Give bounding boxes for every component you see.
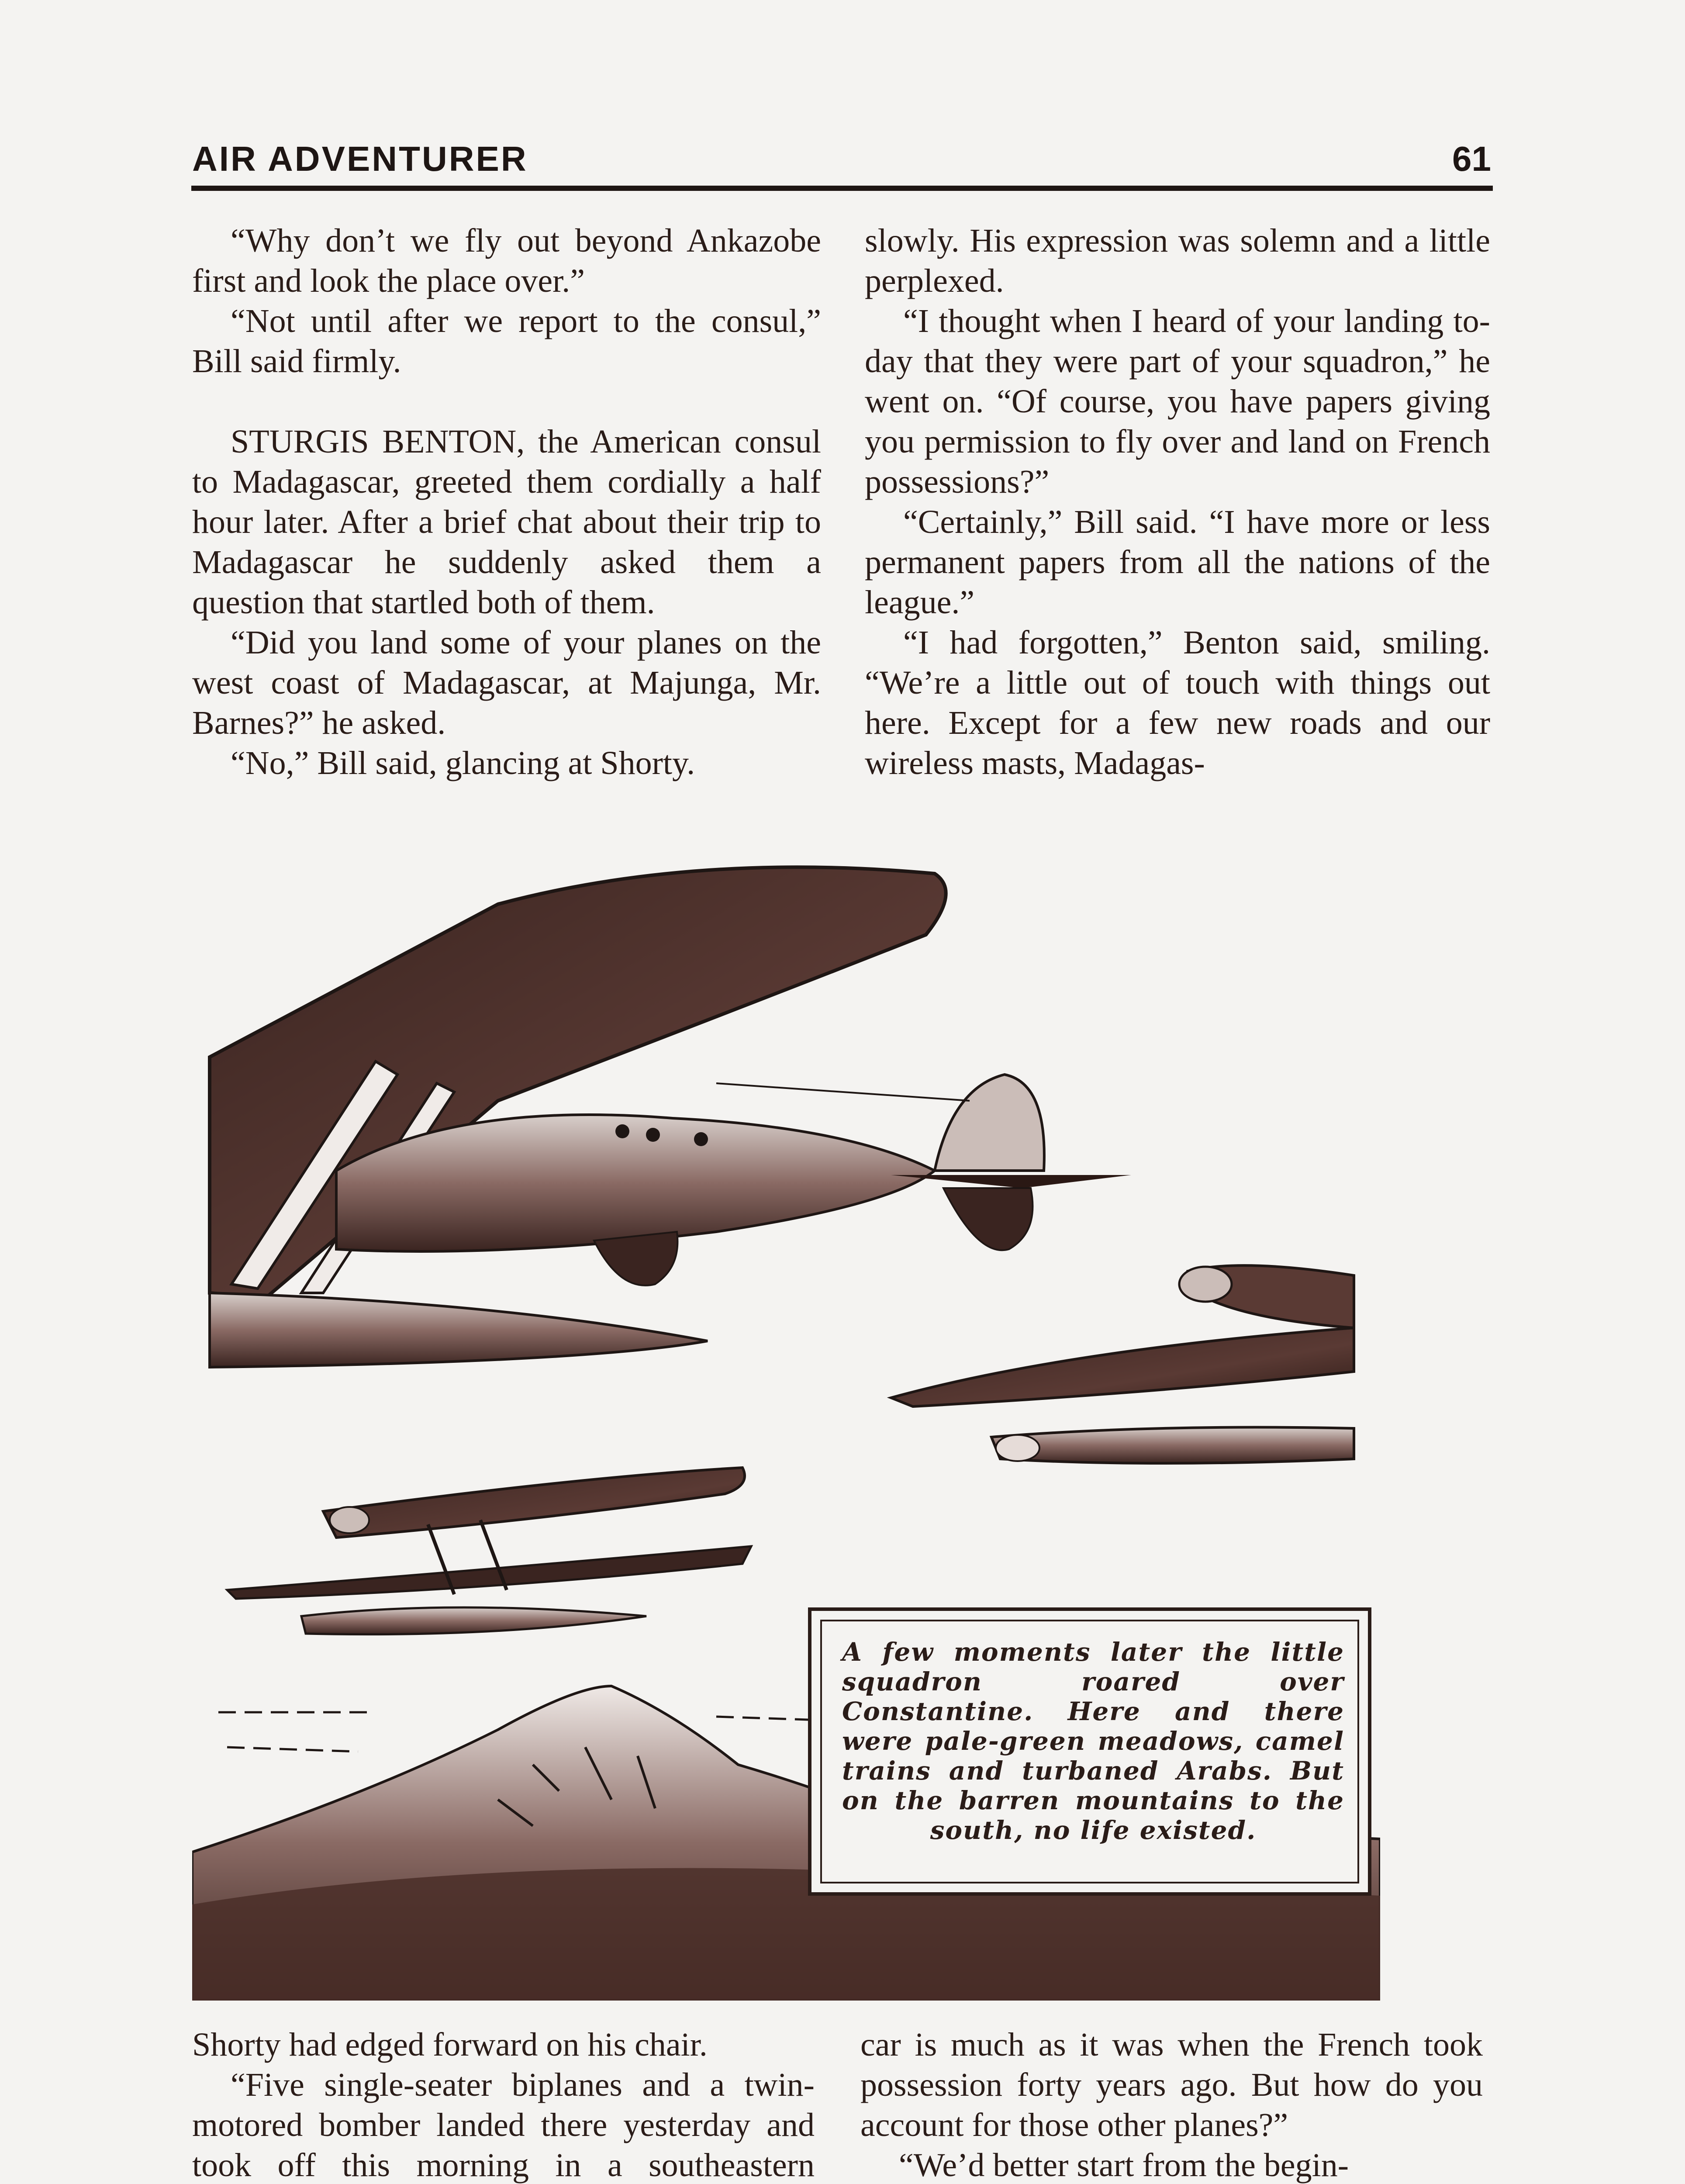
paragraph: car is much as it was when the French took possession forty years ago. But how do you account for those other planes?” xyxy=(860,2026,1483,2143)
paragraph: STURGIS BENTON, the American consul to Madagascar, greeted them cordially a half hour later. After a brief chat about their trip to Madagascar he suddenly asked them a question that startled both of them. xyxy=(192,423,821,621)
text-column-bottom-right xyxy=(860,2025,1483,2184)
caption-box xyxy=(808,1607,1371,1896)
paragraph: Shorty had edged forward on his chair. xyxy=(192,2026,708,2063)
fighter-plane-right xyxy=(891,1265,1354,1463)
paragraph: “Not until after we report to the consul,” Bill said firmly. xyxy=(192,303,821,380)
paragraph: “Five single-seater biplanes and a twin-motored bomber landed there yesterday and took off this morning in a southeastern xyxy=(192,2067,815,2184)
paragraph: “I had forgotten,” Benton said, smiling. “We’re a little out of touch with things out here. Except for a few new roads and our wireless masts, Madagas- xyxy=(865,624,1490,781)
text-column-top-right xyxy=(865,221,1490,783)
paragraph: “I thought when I heard of your landing to-day that they were part of your squadron,” he went on. “Of course, you have papers giving you permission to fly over and land on French possessions?” xyxy=(865,303,1490,500)
paragraph: “Why don’t we fly out beyond Ankazobe first and look the place over.” xyxy=(192,222,821,299)
header-rule xyxy=(191,186,1493,191)
paragraph: slowly. His expression was solemn and a little perplexed. xyxy=(865,222,1490,299)
paragraph: “No,” Bill said, glancing at Shorty. xyxy=(231,745,695,781)
biplane-left xyxy=(227,1468,751,1635)
paragraph: “Certainly,” Bill said. “I have more or less permanent papers from all the nations of the league.” xyxy=(865,504,1490,621)
bomber-plane xyxy=(210,867,1131,1367)
paragraph: “We’d better start from the begin- xyxy=(899,2147,1349,2184)
caption-text: A few moments later the little squadron roared over Constantine. Here and there were pale-green meadows, camel trains and turbaned Arabs. But on the barren mountains to the south, no life existed. xyxy=(842,1637,1344,1845)
paragraph: “Did you land some of your planes on the west coast of Madagascar, at Majunga, Mr. Barnes?” he asked. xyxy=(192,624,821,741)
running-title: AIR ADVENTURER xyxy=(192,139,528,178)
page-number: 61 xyxy=(1452,139,1491,178)
text-column-bottom-left xyxy=(192,2025,815,2184)
text-column-top-left xyxy=(192,221,821,783)
